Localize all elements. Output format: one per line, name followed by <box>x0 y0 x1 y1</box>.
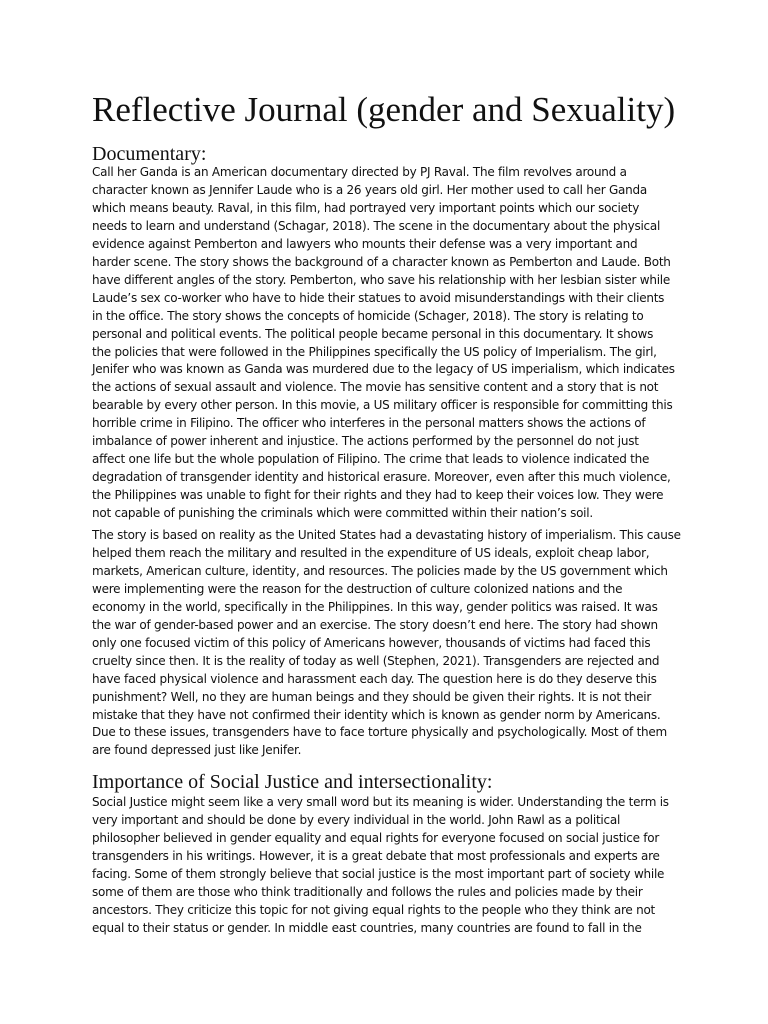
paragraph-line: punishment? Well, no they are human beings and they should be given their rights. It is not their <box>92 689 652 704</box>
paragraph-line: transgenders in his writings. However, it is a great debate that most professionals and experts are <box>92 848 660 863</box>
paragraph-line: the war of gender-based power and an exercise. The story doesn’t end here. The story had shown <box>92 617 658 632</box>
paragraph-line: the policies that were followed in the Philippines specifically the US policy of Imperialism. The girl, <box>92 344 657 359</box>
paragraph-line: personal and political events. The political people became personal in this documentary. It shows <box>92 326 654 341</box>
paragraph-line: helped them reach the military and resulted in the expenditure of US ideals, exploit cheap labor, <box>92 545 650 560</box>
paragraph-line: some of them are those who think traditionally and follows the rules and policies made by their <box>92 884 643 899</box>
document-title: Reflective Journal (gender and Sexuality) <box>92 90 676 129</box>
paragraph-line: philosopher believed in gender equality and equal rights for everyone focused on social justice for <box>92 830 660 845</box>
paragraph-line: markets, American culture, identity, and resources. The policies made by the US government which <box>92 563 668 578</box>
paragraph-line: degradation of transgender identity and historical erasure. Moreover, even after this much violence, <box>92 470 671 485</box>
paragraph-line: economy in the world, specifically in the Philippines. In this way, gender politics was raised. It was <box>92 599 658 614</box>
paragraph-line: which means beauty. Raval, in this film, had portrayed very important points which our society <box>92 200 640 215</box>
paragraph-line: affect one life but the whole population of Filipino. The crime that leads to violence indicated the <box>92 452 650 467</box>
paragraph-line: not capable of punishing the criminals which were committed within their nation’s soil. <box>92 506 593 521</box>
paragraph-line: mistake that they have not confirmed their identity which is known as gender norm by Americans. <box>92 707 661 722</box>
paragraph-line: have faced physical violence and harassment each day. The question here is do they deserve this <box>92 671 657 686</box>
paragraph-line: evidence against Pemberton and lawyers who mounts their defense was a very important and <box>92 236 638 251</box>
paragraph-line: only one focused victim of this policy of Americans however, thousands of victims had faced this <box>92 635 651 650</box>
paragraph-line: harder scene. The story shows the background of a character known as Pemberton and Laude. Both <box>92 254 671 269</box>
section-heading-documentary: Documentary: <box>92 143 207 165</box>
section-heading-social-justice: Importance of Social Justice and intersectionality: <box>92 771 493 793</box>
paragraph-line: horrible crime in Filipino. The officer who interferes in the personal matters shows the actions of <box>92 416 646 431</box>
paragraph-line: The story is based on reality as the United States had a devastating history of imperialism. This cause <box>92 528 681 542</box>
paragraph-line: Due to these issues, transgenders have to face torture physically and psychologically. Most of them <box>92 725 667 740</box>
paragraph-line: cruelty since then. It is the reality of today as well (Stephen, 2021). Transgenders are rejected and <box>92 653 660 668</box>
paragraph-line: have different angles of the story. Pemberton, who save his relationship with her lesbian sister while <box>92 272 670 287</box>
paragraph-line: facing. Some of them strongly believe that social justice is the most important part of society while <box>92 866 665 881</box>
paragraph-line: imbalance of power inherent and injustice. The actions performed by the personnel do not just <box>92 434 639 449</box>
paragraph-line: Jenifer who was known as Ganda was murdered due to the legacy of US imperialism, which indicates <box>92 362 675 377</box>
paragraph-line: are found depressed just like Jenifer. <box>92 743 302 758</box>
paragraph-social-justice-1 <box>92 794 682 938</box>
paragraph-line: the Philippines was unable to fight for their rights and they had to keep their voices low. They were <box>92 488 664 503</box>
paragraph-line: Social Justice might seem like a very small word but its meaning is wider. Understanding the term is <box>92 795 669 809</box>
paragraph-line: Call her Ganda is an American documentary directed by PJ Raval. The film revolves around a <box>92 165 627 179</box>
paragraph-line: the actions of sexual assault and violence. The movie has sensitive content and a story that is not <box>92 380 659 395</box>
paragraph-documentary-2 <box>92 527 682 760</box>
paragraph-line: needs to learn and understand (Schagar, 2018). The scene in the documentary about the physical <box>92 218 661 233</box>
paragraph-line: in the office. The story shows the concepts of homicide (Schager, 2018). The story is relating to <box>92 308 644 323</box>
paragraph-line: very important and should be done by every individual in the world. John Rawl as a political <box>92 812 621 827</box>
paragraph-line: ancestors. They criticize this topic for not giving equal rights to the people who they think are not <box>92 902 655 917</box>
paragraph-line: bearable by every other person. In this movie, a US military officer is responsible for committing this <box>92 398 673 413</box>
paragraph-line: character known as Jennifer Laude who is a 26 years old girl. Her mother used to call her Ganda <box>92 182 647 197</box>
paragraph-line: Laude’s sex co-worker who have to hide their statues to avoid misunderstandings with their clients <box>92 290 665 305</box>
paragraph-line: equal to their status or gender. In middle east countries, many countries are found to fall in the <box>92 920 642 935</box>
paragraph-documentary-1 <box>92 164 682 523</box>
paragraph-line: were implementing were the reason for the destruction of culture colonized nations and the <box>92 581 623 596</box>
